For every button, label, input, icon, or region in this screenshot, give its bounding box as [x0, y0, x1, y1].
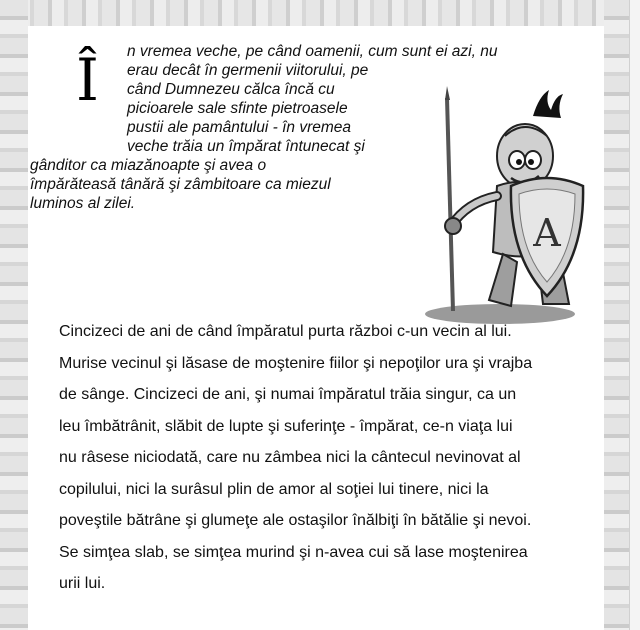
- story-line: Cincizeci de ani de când împăratul purta război c-un vecin al lui.: [59, 323, 512, 340]
- story-line: Murise vecinul şi lăsase de moştenire fiilor şi nepoţilor ura şi vrajba: [59, 354, 533, 372]
- decorative-border-top: [0, 0, 640, 26]
- intro-line: când Dumnezeu călca încă cu: [127, 81, 335, 98]
- intro-paragraph: [30, 42, 498, 213]
- intro-line: luminos al zilei.: [30, 195, 136, 212]
- page-content: [30, 26, 602, 630]
- intro-line: n vremea veche, pe când oamenii, cum sunt ei azi, nu: [127, 43, 498, 60]
- story-line: urii lui.: [59, 575, 106, 592]
- helmet-plume-icon: [533, 90, 563, 118]
- intro-line: picioarele sale sfinte pietroasele: [127, 100, 348, 117]
- lance-icon: [447, 98, 453, 311]
- story-line: nu râsese niciodată, care nu zâmbea nici la cântecul nevinovat al: [59, 449, 521, 466]
- story-line: Se simţea slab, se simţea murind şi n-avea cui să lase moştenirea: [59, 543, 528, 561]
- shield-letter: A: [533, 211, 561, 255]
- intro-line: împărăteasă tânără şi zâmbitoare ca miezul: [30, 176, 331, 193]
- decorative-border-left: [0, 0, 28, 630]
- intro-line: erau decât în germenii viitorului, pe: [127, 62, 369, 79]
- story-paragraph: [59, 316, 599, 600]
- story-line: leu îmbătrânit, slăbit de lupte şi suferinţe - împărat, ce-n viaţa lui: [59, 417, 513, 435]
- scrollbar-edge[interactable]: [629, 0, 640, 630]
- decorative-border-right: [604, 0, 630, 630]
- story-line: poveştile bătrâne şi glumeţe ale ostaşilor înălbiţi în bătălie şi nevoi.: [59, 512, 532, 529]
- drop-cap: Î: [76, 46, 99, 114]
- story-line: copilului, nici la surâsul plin de amor al soţiei lui tinere, nici la: [59, 480, 489, 498]
- knight-illustration: [415, 86, 585, 326]
- intro-line: gânditor ca miazănoapte şi avea o: [30, 157, 267, 174]
- intro-line: veche trăia un împărat întunecat şi: [127, 138, 365, 155]
- intro-line: pustii ale pamântului - în vremea: [127, 119, 352, 136]
- story-line: de sânge. Cincizeci de ani, şi numai împăratul trăia singur, ca un: [59, 386, 517, 403]
